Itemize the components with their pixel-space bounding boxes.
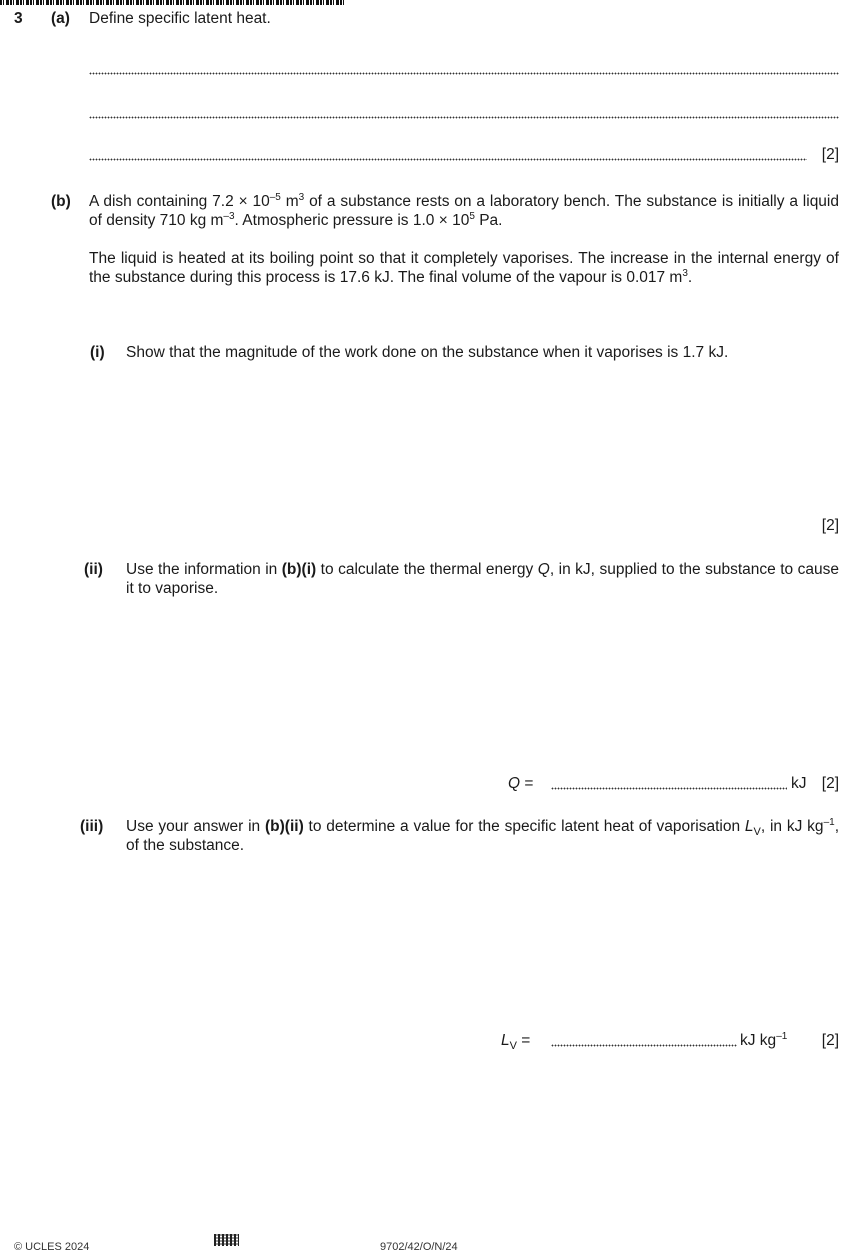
part-b-i-prompt: Show that the magnitude of the work done on the substance when it vaporises is 1.7 kJ. — [126, 344, 729, 361]
answer-line-a3[interactable] — [89, 150, 807, 164]
answer-unit-q: kJ — [791, 775, 807, 792]
part-b-ii-label: (ii) — [84, 561, 103, 578]
part-b-i-label: (i) — [90, 344, 105, 361]
barcode-strip — [0, 0, 345, 5]
answer-line-a1[interactable] — [89, 64, 839, 78]
part-b-intro: A dish containing $7.2 \times 10^{-5}$ $m^3$ of a substance rests on a laboratory bench. The substance is initially a liquid of density 710 kg $m^{-3}$. Atmospheric pressure is $1.0 \times 10^5$ Pa. — [89, 192, 839, 229]
footer-copyright: © UCLES 2024 — [14, 1241, 90, 1253]
mark-a: [2] — [821, 146, 839, 163]
answer-label-q: Q = — [508, 775, 534, 792]
mark-b-ii: [2] — [821, 775, 839, 792]
footer-paper-code: 9702/42/O/N/24 — [380, 1241, 458, 1253]
part-a-label: (a) — [51, 10, 70, 27]
part-b-ii-prompt: Use the information in (b)(i) to calculate the thermal energy Q, in kJ, supplied to the substance to cause it to vaporise. — [126, 561, 839, 597]
part-b-label: (b) — [51, 193, 71, 210]
answer-unit-lv: kJ $kg^{-1}$ — [740, 1031, 788, 1049]
answer-line-lv[interactable] — [551, 1036, 737, 1050]
answer-line-a2[interactable] — [89, 108, 839, 122]
part-b-iii-prompt: Use your answer in (b)(ii) to determine a value for the specific latent heat of vaporisation $L_V$, in kJ $kg^{-1}$, of the substance. — [126, 817, 839, 854]
qr-code-icon — [214, 1234, 239, 1246]
mark-b-i: [2] — [821, 517, 839, 534]
part-a-prompt: Define specific latent heat. — [89, 10, 271, 27]
answer-line-q[interactable] — [551, 779, 787, 793]
part-b-process: The liquid is heated at its boiling point so that it completely vaporises. The increase in the internal energy of the substance during this process is 17.6 kJ. The final volume of the vapour is 0.017 $m^3$. — [89, 250, 839, 286]
answer-label-lv: $L_V$ = — [501, 1032, 531, 1052]
question-number: 3 — [14, 10, 23, 27]
part-b-iii-label: (iii) — [80, 818, 104, 835]
mark-b-iii: [2] — [821, 1032, 839, 1049]
